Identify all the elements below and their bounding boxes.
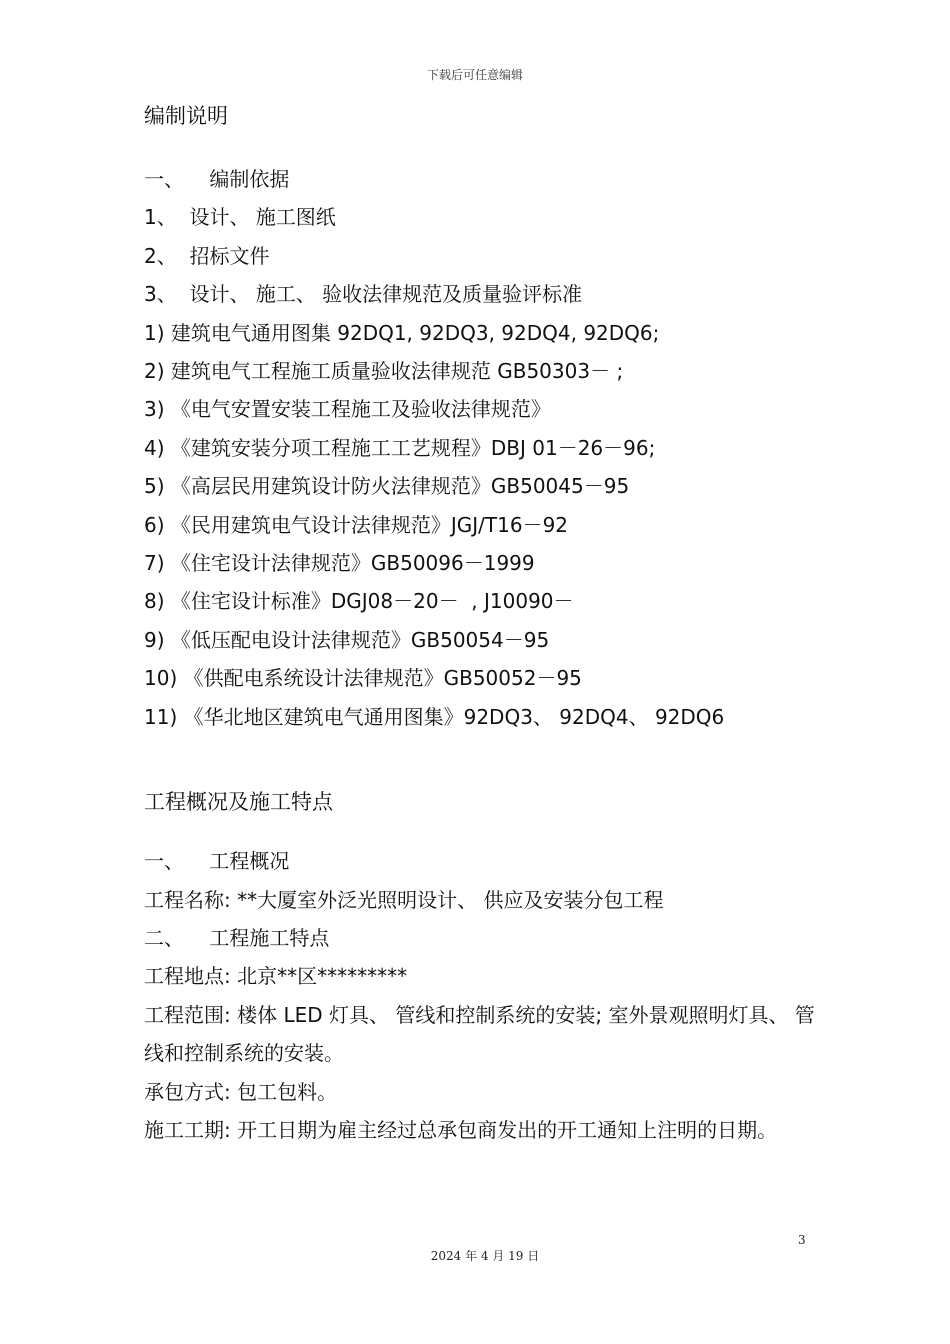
scope-paragraph: 工程范围: 楼体 LED 灯具、 管线和控制系统的安装; 室外景观照明灯具、 管线和控制系统的安装。 — [144, 1002, 815, 1066]
basis-list — [144, 160, 824, 736]
list-item: 1、 设计、 施工图纸 — [144, 205, 336, 230]
list-item: 一、 工程概况 — [144, 849, 290, 874]
list-item: 二、 工程施工特点 — [144, 925, 330, 950]
list-item: 11) 《华北地区建筑电气通用图集》92DQ3、 92DQ4、 92DQ6 — [144, 704, 725, 729]
footer-date: 2024 年 4 月 19 日 — [430, 1249, 540, 1263]
document-body — [144, 100, 824, 1149]
list-item: 10) 《供配电系统设计法律规范》GB50052－95 — [144, 666, 582, 691]
list-item: 6) 《民用建筑电气设计法律规范》JGJ/T16－92 — [144, 512, 569, 537]
period-paragraph: 施工工期: 开工日期为雇主经过总承包商发出的开工通知上注明的日期。 — [144, 1117, 778, 1142]
list-item: 一、 编制依据 — [144, 167, 290, 191]
list-item: 4) 《建筑安装分项工程施工工艺规程》DBJ 01－26－96; — [144, 435, 656, 460]
list-item: 9) 《低压配电设计法律规范》GB50054－95 — [144, 627, 550, 652]
section-title-compilation: 编制说明 — [144, 104, 228, 128]
list-item: 1) 建筑电气通用图集 92DQ1, 92DQ3, 92DQ4, 92DQ6; — [144, 320, 660, 345]
list-item: 2) 建筑电气工程施工质量验收法律规范 GB50303－ ; — [144, 359, 624, 384]
list-item: 工程名称: **大厦室外泛光照明设计、 供应及安装分包工程 — [144, 887, 664, 912]
overview-list — [144, 842, 824, 1149]
list-item: 7) 《住宅设计法律规范》GB50096－1999 — [144, 551, 535, 576]
list-item: 3) 《电气安置安装工程施工及验收法律规范》 — [144, 397, 551, 422]
list-item: 5) 《高层民用建筑设计防火法律规范》GB50045－95 — [144, 474, 630, 499]
list-item: 2、 招标文件 — [144, 243, 270, 268]
list-item: 8) 《住宅设计标准》DGJ08－20－ , J10090－ — [144, 589, 574, 614]
page-number: 3 — [798, 1233, 806, 1247]
list-item: 3、 设计、 施工、 验收法律规范及质量验评标准 — [144, 282, 583, 307]
section-title-overview: 工程概况及施工特点 — [144, 790, 333, 815]
page-header-note: 下载后可任意编辑 — [426, 68, 523, 82]
list-item: 工程地点: 北京**区********* — [144, 964, 408, 989]
contract-line: 承包方式: 包工包料。 — [144, 1079, 338, 1104]
